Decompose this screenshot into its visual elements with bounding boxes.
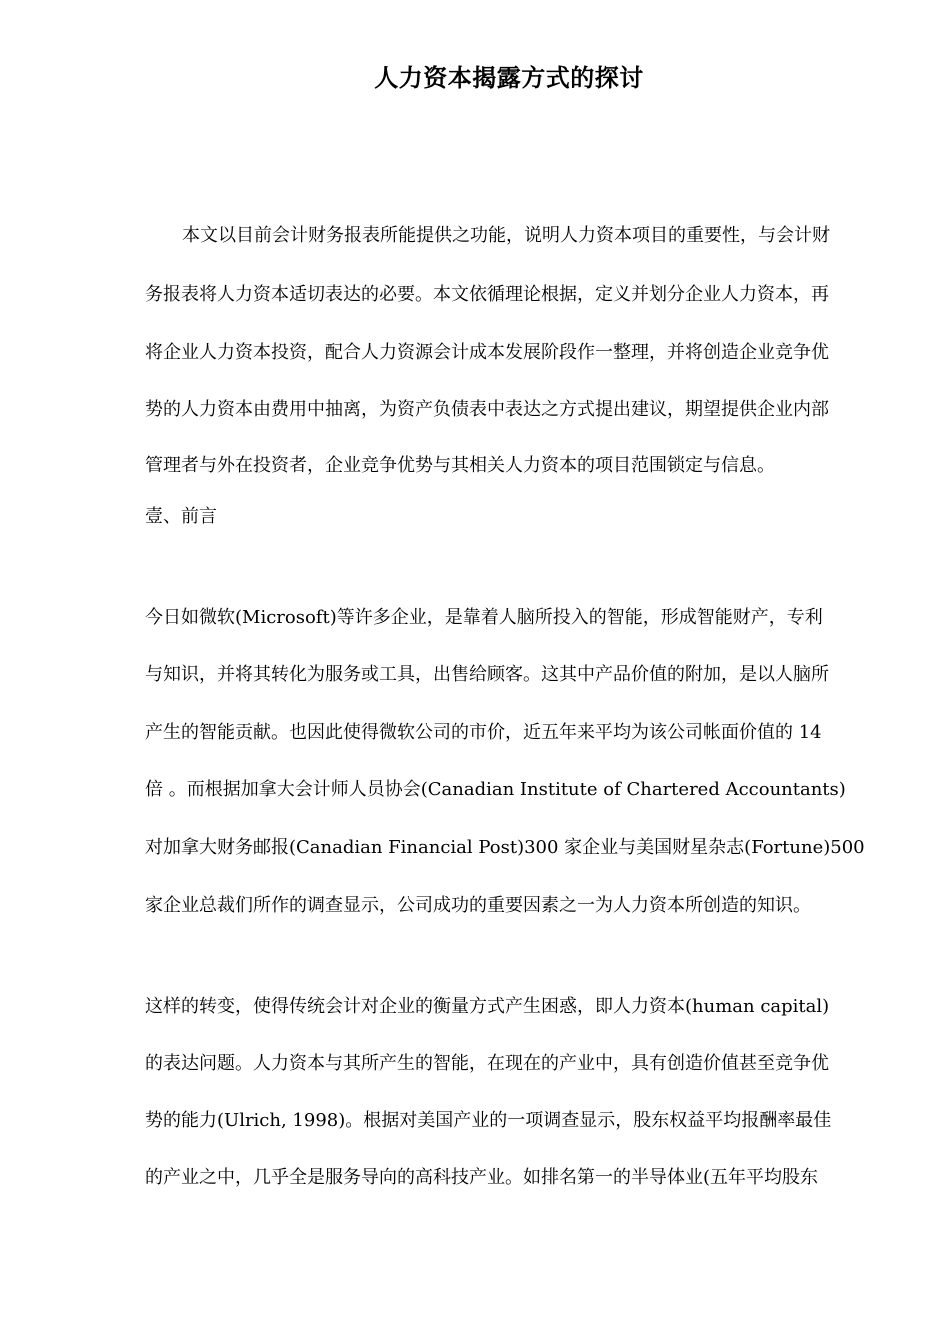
abstract-line: 管理者与外在投资者，企业竞争优势与其相关人力资本的项目范围锁定与信息。: [145, 455, 775, 476]
section-heading: 壹、前言: [145, 506, 217, 527]
paragraph-line: 与知识，并将其转化为服务或工具，出售给顾客。这其中产品价值的附加，是以人脑所: [145, 664, 829, 685]
document-title: 人力资本揭露方式的探讨: [374, 63, 644, 92]
paragraph-line: 的表达问题。人力资本与其所产生的智能，在现在的产业中，具有创造价值甚至竞争优: [145, 1053, 829, 1074]
paragraph-line: 家企业总裁们所作的调查显示，公司成功的重要因素之一为人力资本所创造的知识。: [145, 895, 811, 916]
abstract-line: 本文以目前会计财务报表所能提供之功能，说明人力资本项目的重要性，与会计财: [182, 225, 830, 246]
abstract-line: 势的人力资本由费用中抽离，为资产负债表中表达之方式提出建议，期望提供企业内部: [145, 399, 829, 420]
paragraph-line: 势的能力(Ulrich, 1998)。根据对美国产业的一项调查显示，股东权益平均报酬率最佳: [145, 1110, 832, 1131]
paragraph-line: 产生的智能贡献。也因此使得微软公司的市价，近五年来平均为该公司帐面价值的 14: [145, 722, 822, 743]
paragraph-line: 对加拿大财务邮报(Canadian Financial Post)300 家企业与美国财星杂志(Fortune)500: [145, 837, 865, 858]
paragraph-line: 这样的转变，使得传统会计对企业的衡量方式产生困惑，即人力资本(human capital): [145, 996, 830, 1017]
paragraph-line: 倍 。而根据加拿大会计师人员协会(Canadian Institute of Chartered Accountants): [145, 779, 846, 800]
paragraph-line: 今日如微软(Microsoft)等许多企业，是靠着人脑所投入的智能，形成智能财产，专利: [145, 607, 823, 628]
abstract-line: 务报表将人力资本适切表达的必要。本文依循理论根据，定义并划分企业人力资本，再: [145, 284, 829, 305]
abstract-line: 将企业人力资本投资，配合人力资源会计成本发展阶段作一整理，并将创造企业竞争优: [145, 342, 829, 363]
paragraph-line: 的产业之中，几乎全是服务导向的高科技产业。如排名第一的半导体业(五年平均股东: [145, 1167, 819, 1188]
